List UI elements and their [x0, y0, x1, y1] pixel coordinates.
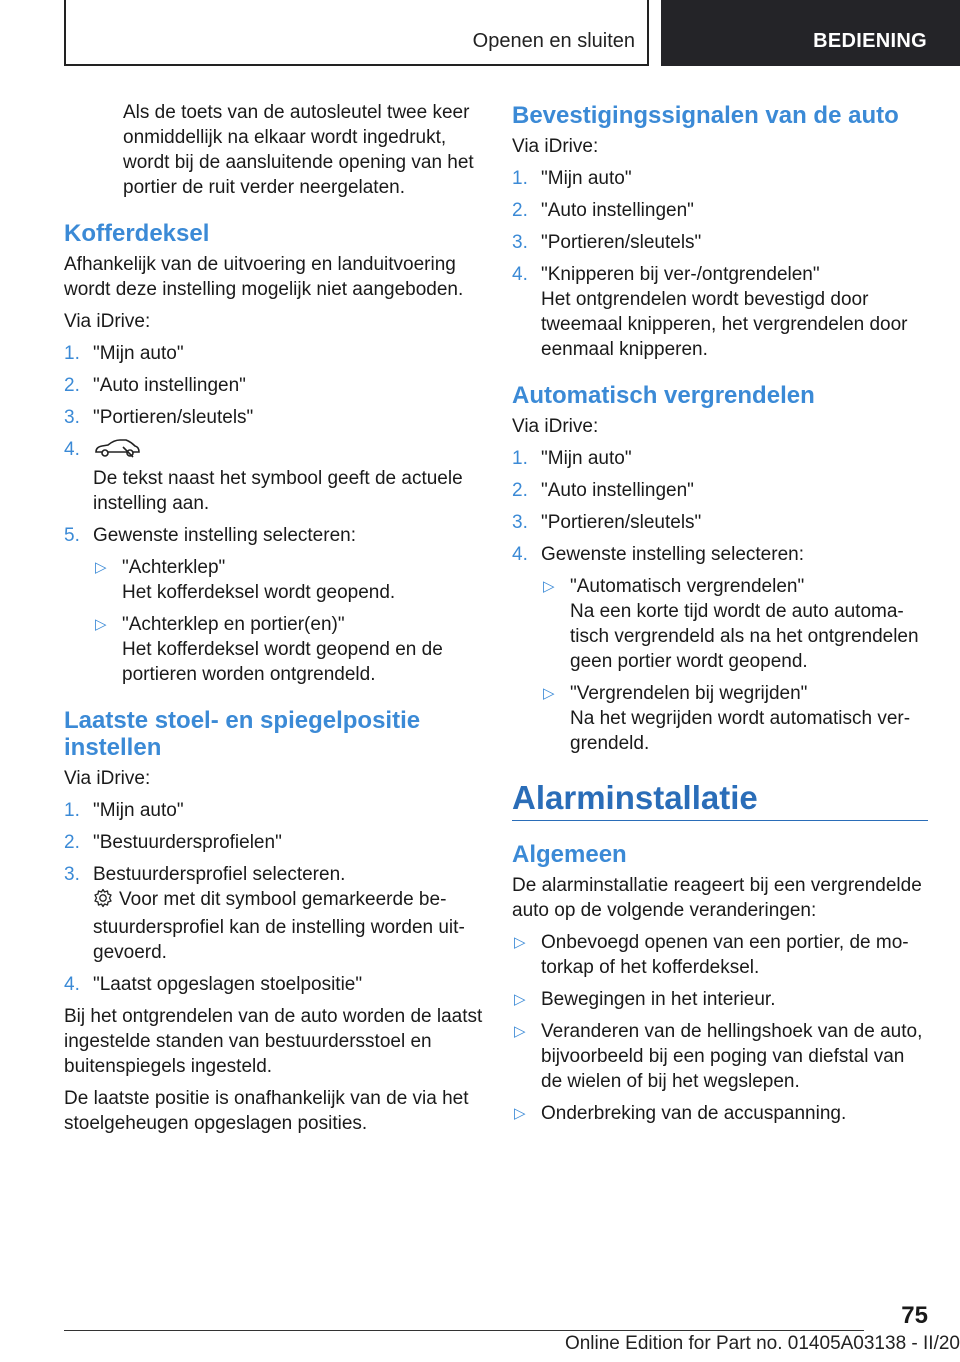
bullet-item: [512, 1101, 928, 1126]
triangle-bullet-icon: ▷: [95, 559, 107, 576]
step-text: "Auto instellingen": [93, 375, 246, 396]
bullet-text: Onderbreking van de accuspanning.: [541, 1103, 847, 1124]
list-item: [64, 798, 484, 823]
triangle-bullet-icon: ▷: [543, 685, 555, 702]
intro-paragraph: Als de toets van de autosleutel twee keer onmiddellijk na elkaar wordt ingedrukt, wordt bij de aansluitende opening van het portier de ruit verder neergelaten.: [123, 102, 474, 198]
alarm-desc: De alarminstallatie reageert bij een vergrendelde auto op de volgende veranderingen:: [512, 875, 922, 921]
option-desc: Het kofferdeksel wordt geopend en de portieren worden ontgrendeld.: [122, 639, 443, 685]
option-desc: Het kofferdeksel wordt geopend.: [122, 582, 396, 603]
step-number: 1.: [64, 343, 80, 364]
list-item: [512, 478, 928, 503]
stoel-paragraph-2: De laatste positie is onafhankelijk van de via het stoelgeheugen opgeslagen posities.: [64, 1088, 469, 1134]
step4-note: Het ontgrendelen wordt bevestigd door tweemaal knipperen, het vergrendelen door eenmaal knipperen.: [541, 289, 908, 360]
list-item: [512, 230, 928, 255]
step-number: 4.: [512, 264, 528, 285]
bevestiging-heading: Bevestigingssignalen van de auto: [512, 102, 899, 129]
list-item: [64, 972, 484, 997]
step3-note: Voor met dit symbool gemarkeerde bestuurdersprofiel kan de instelling worden uitgevoerd.: [93, 889, 465, 963]
section-title: BEDIENING: [813, 30, 927, 52]
left-column: [64, 100, 484, 1143]
list-item: [64, 862, 484, 965]
step-number: 4.: [64, 974, 80, 995]
step-text: Gewenste instelling selecteren:: [93, 525, 356, 546]
step-text: "Portieren/sleutels": [541, 512, 702, 533]
list-item: [512, 198, 928, 223]
list-item: [512, 542, 928, 567]
step-number: 5.: [64, 525, 80, 546]
step-number: 3.: [64, 864, 80, 885]
step-text: "Laatst opgeslagen stoelpositie": [93, 974, 363, 995]
list-item: [64, 373, 484, 398]
bullet-text: Onbevoegd openen van een portier, de motorkap of het kofferdeksel.: [541, 932, 909, 978]
step-number: 1.: [512, 168, 528, 189]
step-number: 1.: [512, 448, 528, 469]
option-label: "Achterklep": [122, 557, 226, 578]
bullet-item: [512, 1019, 928, 1094]
step-number: 2.: [512, 480, 528, 501]
step-number: 2.: [512, 200, 528, 221]
triangle-bullet-icon: ▷: [543, 578, 555, 595]
step4-note: De tekst naast het symbool geeft de actuele instelling aan.: [93, 468, 463, 514]
step-number: 3.: [64, 407, 80, 428]
step-text: Bestuurdersprofiel selecteren.: [93, 864, 346, 885]
option-label: "Achterklep en portier(en)": [122, 614, 345, 635]
triangle-bullet-icon: ▷: [514, 1023, 526, 1040]
option-desc: Na het wegrijden wordt automatisch vergrendeld.: [570, 708, 911, 754]
footer-divider: [64, 1330, 864, 1331]
header-section-box: [661, 0, 960, 66]
list-item: [64, 341, 484, 366]
kofferdeksel-desc: Afhankelijk van de uitvoering en landuitvoering wordt deze instelling mogelijk niet aangeboden.: [64, 254, 464, 300]
stoel-paragraph-1: Bij het ontgrendelen van de auto worden de laatst ingestelde standen van bestuurdersstoel en buitenspiegels ingesteld.: [64, 1006, 483, 1077]
triangle-bullet-icon: ▷: [514, 934, 526, 951]
option-item: [93, 612, 484, 687]
list-item: [512, 262, 928, 362]
bevestiging-via: Via iDrive:: [512, 136, 599, 157]
stoel-heading: Laatste stoel- en spiegelpositie instellen: [64, 707, 421, 761]
bullet-item: [512, 930, 928, 980]
list-item: [512, 510, 928, 535]
page-number: 75: [901, 1302, 928, 1329]
step-text: "Mijn auto": [93, 800, 184, 821]
triangle-bullet-icon: ▷: [514, 1105, 526, 1122]
option-label: "Vergrendelen bij wegrijden": [570, 683, 808, 704]
step-number: 4.: [512, 544, 528, 565]
step-text: Gewenste instelling selecteren:: [541, 544, 804, 565]
bullet-item: [512, 987, 928, 1012]
step-text: "Mijn auto": [541, 448, 632, 469]
header-chapter-box: [64, 0, 649, 66]
gear-icon: [93, 888, 113, 915]
bullet-text: Veranderen van de hellingshoek van de auto, bijvoorbeeld bij een poging van diefstal van de wielen of bij het wegslepen.: [541, 1021, 923, 1092]
step-text: "Portieren/sleutels": [93, 407, 254, 428]
step-number: 2.: [64, 832, 80, 853]
step-text: "Auto instellingen": [541, 200, 694, 221]
option-label: "Automatisch vergrendelen": [570, 576, 805, 597]
step-text: "Auto instellingen": [541, 480, 694, 501]
chapter-title: Openen en sluiten: [472, 30, 635, 52]
step-text: "Knipperen bij ver-/ontgrendelen": [541, 264, 820, 285]
step-number: 3.: [512, 232, 528, 253]
list-item: [512, 446, 928, 471]
step-text: "Bestuurdersprofielen": [93, 832, 282, 853]
page-header: [0, 0, 960, 66]
kofferdeksel-via: Via iDrive:: [64, 311, 151, 332]
option-item: [541, 574, 928, 674]
automatisch-via: Via iDrive:: [512, 416, 599, 437]
step-text: "Mijn auto": [93, 343, 184, 364]
option-item: [93, 555, 484, 605]
footer-edition: Online Edition for Part no. 01405A03138 - II/20: [564, 1333, 960, 1354]
triangle-bullet-icon: ▷: [95, 616, 107, 633]
automatisch-heading: Automatisch vergrendelen: [512, 382, 815, 409]
step3-note-block: [93, 887, 484, 965]
step-number: 1.: [64, 800, 80, 821]
step-number: 4.: [64, 439, 80, 460]
kofferdeksel-heading: Kofferdeksel: [64, 220, 210, 247]
alarm-heading: Alarminstallatie: [512, 778, 928, 821]
bullet-text: Bewegingen in het interieur.: [541, 989, 776, 1010]
step-text: "Mijn auto": [541, 168, 632, 189]
list-item: [64, 437, 484, 516]
list-item: [64, 830, 484, 855]
step-number: 3.: [512, 512, 528, 533]
step-text: "Portieren/sleutels": [541, 232, 702, 253]
option-desc: Na een korte tijd wordt de auto automatisch vergrendeld als na het ontgrendelen geen portier wordt geopend.: [570, 601, 919, 672]
triangle-bullet-icon: ▷: [514, 991, 526, 1008]
step-number: 2.: [64, 375, 80, 396]
option-item: [541, 681, 928, 756]
stoel-via: Via iDrive:: [64, 768, 151, 789]
right-column: [512, 100, 928, 1133]
list-item: [512, 166, 928, 191]
list-item: [64, 523, 484, 548]
list-item: [64, 405, 484, 430]
algemeen-heading: Algemeen: [512, 841, 627, 868]
car-top-view-icon: [93, 437, 141, 466]
